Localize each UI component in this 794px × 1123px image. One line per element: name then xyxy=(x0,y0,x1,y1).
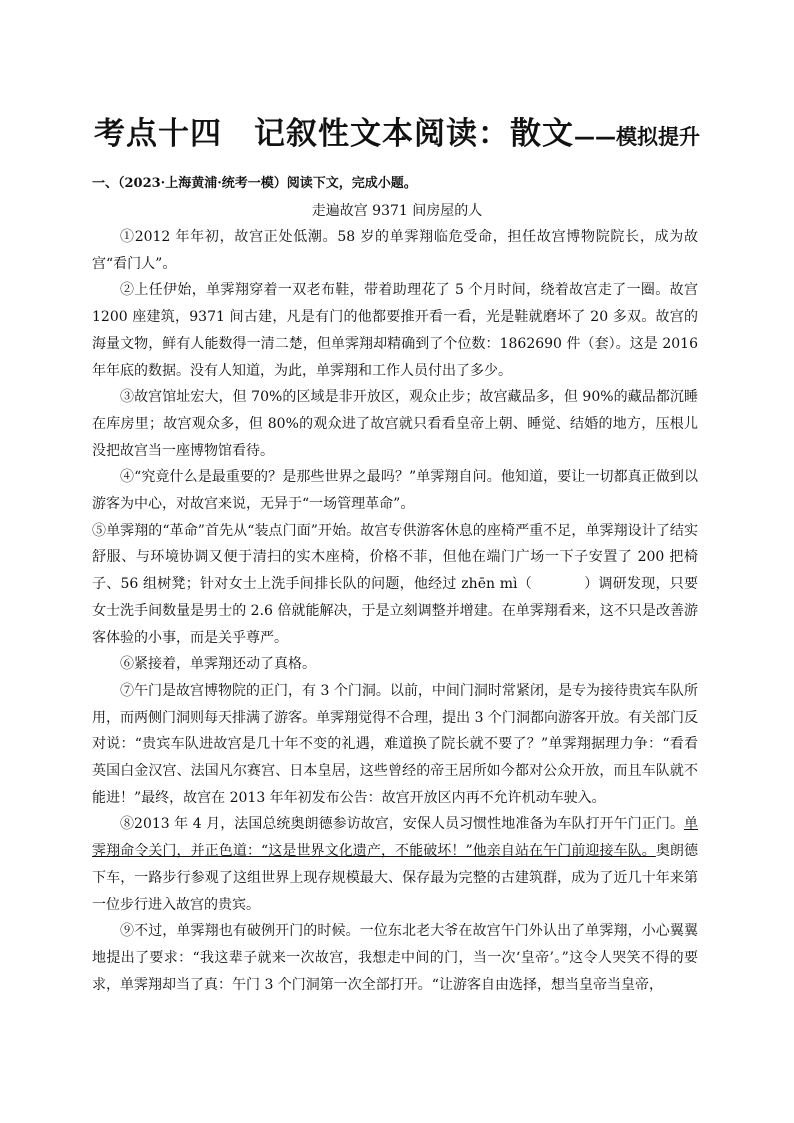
article-title: 走遍故宫 9371 间房屋的人 xyxy=(311,203,483,219)
paragraph-7: ⑦午门是故宫博物院的正门，有 3 个门洞。以前，中间门洞时常紧闭，是专为接待贵宾车队所用，而两侧门洞则每天排满了游客。单霁翔觉得不合理，提出 3 个门洞都向游客开放。有关部门反对说：“贵宾车队进故宫是几十年不变的礼遇，难道换了院长就不要了？”单霁翔据理力争：“看看英国白金汉宫、法国凡尔赛宫、日本皇居，这些曾经的帝王居所如今都对公众开放，而且车队就不能进！”最终，故宫在 2013 年年初发布公告：故宫开放区内再不允许机动车驶入。 xyxy=(92,682,698,806)
paragraph-9: ⑨不过，单霁翔也有破例开门的时候。一位东北老大爷在故宫午门外认出了单霁翔，小心翼翼地提出了要求：“我这辈子就来一次故宫，我想走中间的门，当一次‘皇帝’。”这令人哭笑不得的要求，单霁翔却当了真：午门 3 个门洞第一次全部打开。“让游客自由选择，想当皇帝当皇帝， xyxy=(92,923,698,993)
page-title-main: 考点十四 记叙性文本阅读：散文 xyxy=(94,116,574,152)
article-body xyxy=(92,224,698,998)
paragraph-1: ①2012 年年初，故宫正处低潮。58 岁的单霁翔临危受命，担任故宫博物院院长，成为故宫“看门人”。 xyxy=(92,229,698,272)
paragraph-8-part-a: ⑧2013 年 4 月，法国总统奥朗德参访故宫，安保人员习惯性地准备为车队打开午门正门。 xyxy=(120,816,684,833)
paragraph-6: ⑥紧接着，单霁翔还动了真格。 xyxy=(120,656,316,673)
paragraph-8-part-b: 奥朗德下车，一路步行参观了这组世界上现存规模最大、保存最为完整的古建筑群，成为了近几十年来第一位步行进入故宫的贵宾。 xyxy=(92,843,698,913)
paragraph-5 xyxy=(92,518,698,652)
paragraph-4: ④“究竟什么是最重要的？是那些世界之最吗？”单霁翔自问。他知道，要让一切都真正做到以游客为中心，对故宫来说，无异于“一场管理革命”。 xyxy=(92,469,698,513)
page-title-subtitle: ——模拟提升 xyxy=(574,125,700,149)
paragraph-2: ②上任伊始，单霁翔穿着一双老布鞋，带着助理花了 5 个月时间，绕着故宫走了一圈。故宫 1200 座建筑，9371 间古建，凡是有门的他都要推开看一看，光是鞋就磨坏了 20 多双。故宫的海量文物，鲜有人能数得一清二楚，但单霁翔却精确到了个位数：1862690 件（套）。这是 2016 年年底的数据。没有人知道，为此，单霁翔和工作人员付出了多少。 xyxy=(92,282,698,379)
paragraph-8 xyxy=(92,811,698,918)
paragraph-5-part-b: ）调研发现，只要女士洗手间数量是男士的 2.6 倍就能解决，于是立刻调整并增建。在单霁翔看来，这不只是改善游客体验的小事，而是关乎尊严。 xyxy=(92,576,698,646)
paragraph-5-part-a: ⑤单霁翔的“革命”首先从“装点门面”开始。故宫专供游客休息的座椅严重不足，单霁翔设计了结实舒服、与环境协调又便于清扫的实木座椅，价格不菲，但他在端门广场一下子安置了 200 把椅子、56 组树凳；针对女士上洗手间排长队的问题，他经过 zhēn mì（ xyxy=(92,522,698,593)
underlined-sentence: 单霁翔命令关门，并正色道：“这是世界文化遗产，不能破坏！”他亲自站在午门前迎接车队。 xyxy=(92,816,698,860)
paragraph-3: ③故宫馆址宏大，但 70%的区域是非开放区，观众止步；故宫藏品多，但 90%的藏品都沉睡在库房里；故宫观众多，但 80%的观众进了故宫就只看看皇帝上朝、睡觉、结婚的地方，压根儿没把故宫当一座博物馆看待。 xyxy=(92,389,698,459)
question-header: 一、（2023·上海黄浦·统考一模）阅读下文，完成小题。 xyxy=(92,176,417,191)
page-title xyxy=(0,108,794,153)
